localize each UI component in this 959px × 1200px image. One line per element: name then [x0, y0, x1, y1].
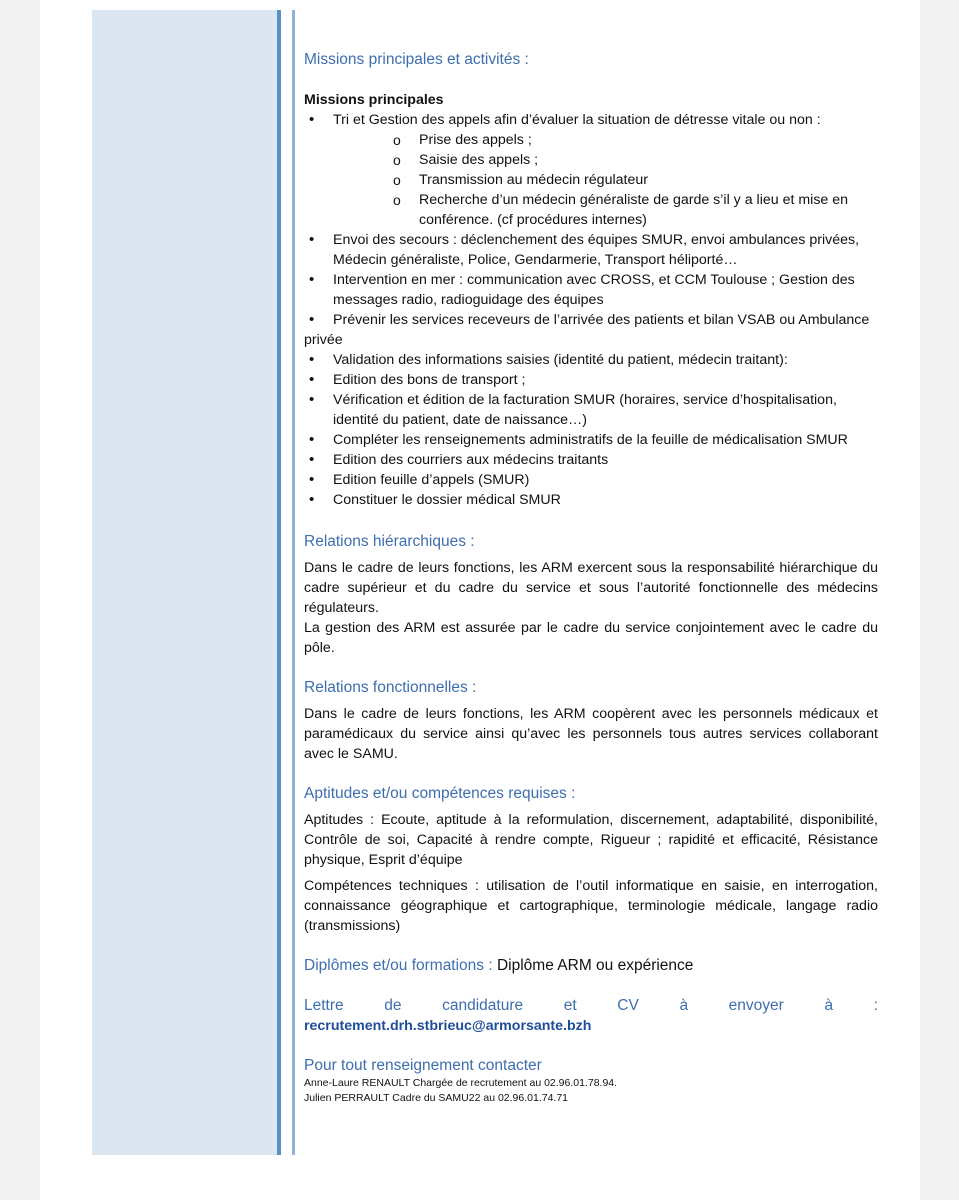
- candidature-word: et: [563, 997, 577, 1014]
- email-link[interactable]: recrutement.drh.stbrieuc@armorsante.bzh: [304, 1018, 592, 1034]
- missions-list: [304, 110, 878, 510]
- list-item: • Prévenir les services receveurs de l’arrivée des patients et bilan VSAB ou Ambulance privée: [304, 310, 878, 350]
- diplomes-value: Diplôme ARM ou expérience: [496, 957, 694, 974]
- sub-list-item: o Saisie des appels ;: [304, 150, 878, 170]
- hierarchiques-heading: Relations hiérarchiques :: [304, 533, 475, 550]
- list-item: • Edition des courriers aux médecins traitants: [304, 450, 878, 470]
- list-item: • Vérification et édition de la facturation SMUR (horaires, service d’hospitalisation, identité du patient, date de naissance…): [304, 390, 878, 430]
- section-contact: [304, 1056, 878, 1106]
- list-item: • Tri et Gestion des appels afin d’évaluer la situation de détresse vitale ou non : o Prise des appels ; o Saisie des appels ; o Transmission au médecin régulateur o Recherche d’un médecin généraliste de garde s’il y a lieu et mise en conférence. (cf procédures internes): [304, 110, 878, 230]
- list-item: • Edition feuille d’appels (SMUR): [304, 470, 878, 490]
- list-item: • Constituer le dossier médical SMUR: [304, 490, 878, 510]
- vertical-rule-inner: [292, 10, 295, 1155]
- sub-list-item: o Recherche d’un médecin généraliste de garde s’il y a lieu et mise en conférence. (cf procédures internes): [304, 190, 878, 230]
- candidature-word: candidature: [442, 997, 524, 1014]
- contact-line-2: Julien PERRAULT Cadre du SAMU22 au 02.96.01.74.71: [304, 1092, 569, 1104]
- list-item: • Envoi des secours : déclenchement des équipes SMUR, envoi ambulances privées, Médecin généraliste, Police, Gendarmerie, Transport héliporté…: [304, 230, 878, 270]
- vertical-rule: [277, 10, 281, 1155]
- fonctionnelles-paragraph: Dans le cadre de leurs fonctions, les ARM coopèrent avec les personnels médicaux et paramédicaux du service ainsi qu’avec les personnels tous autres services collaborant avec le SAMU.: [304, 706, 878, 762]
- missions-heading: Missions principales et activités :: [304, 51, 529, 68]
- candidature-word: de: [384, 997, 402, 1014]
- candidature-line: [304, 996, 878, 1016]
- contact-line: Anne-Laure RENAULT Chargée de recrutement au 02.96.01.78.94.: [304, 1077, 618, 1089]
- section-missions: [304, 50, 878, 510]
- candidature-word: à: [679, 997, 689, 1014]
- list-item: • Validation des informations saisies (identité du patient, médecin traitant):: [304, 350, 878, 370]
- list-item: • Compléter les renseignements administratifs de la feuille de médicalisation SMUR: [304, 430, 878, 450]
- candidature-word: envoyer: [728, 997, 784, 1014]
- list-item: • Intervention en mer : communication avec CROSS, et CCM Toulouse ; Gestion des messages radio, radioguidage des équipes: [304, 270, 878, 310]
- candidature-word: :: [873, 997, 878, 1014]
- section-aptitudes: [304, 784, 878, 936]
- candidature-word: CV: [617, 997, 639, 1014]
- candidature-word: à: [824, 997, 834, 1014]
- hierarchiques-paragraph: Dans le cadre de leurs fonctions, les ARM exercent sous la responsabilité hiérarchique du cadre supérieur et du cadre du service et sous l’autorité fonctionnelle des médecins régulateurs.: [304, 560, 878, 616]
- hierarchiques-paragraph-2: La gestion des ARM est assurée par le cadre du service conjointement avec le cadre du pôle.: [304, 620, 878, 656]
- sub-list-item: o Prise des appels ;: [304, 130, 878, 150]
- sub-list: [304, 130, 878, 230]
- fonctionnelles-heading: Relations fonctionnelles :: [304, 679, 477, 696]
- list-item: • Edition des bons de transport ;: [304, 370, 878, 390]
- diplomes-heading: Diplômes et/ou formations :: [304, 957, 493, 974]
- sidebar-panel: [92, 10, 277, 1155]
- missions-subheading: Missions principales: [304, 92, 444, 108]
- candidature-word: Lettre: [304, 997, 344, 1014]
- competences-paragraph: Compétences techniques : utilisation de l’outil informatique en saisie, en interrogation, connaissance géographique et cartographique, terminologie médicale, langage radio (transmissions): [304, 878, 878, 934]
- aptitudes-paragraph: Aptitudes : Ecoute, aptitude à la reformulation, discernement, adaptabilité, disponibilité, Contrôle de soi, Capacité à rendre compte, Rigueur ; rapidité et efficacité, Résistance physique, Esprit d’équipe: [304, 812, 878, 868]
- section-diplomes: [304, 956, 878, 976]
- document-content: [304, 50, 878, 1106]
- section-relations-hierarchiques: [304, 532, 878, 658]
- contact-heading: Pour tout renseignement contacter: [304, 1057, 542, 1074]
- section-candidature: [304, 996, 878, 1036]
- sub-list-item: o Transmission au médecin régulateur: [304, 170, 878, 190]
- aptitudes-heading: Aptitudes et/ou compétences requises :: [304, 785, 576, 802]
- section-relations-fonctionnelles: [304, 678, 878, 764]
